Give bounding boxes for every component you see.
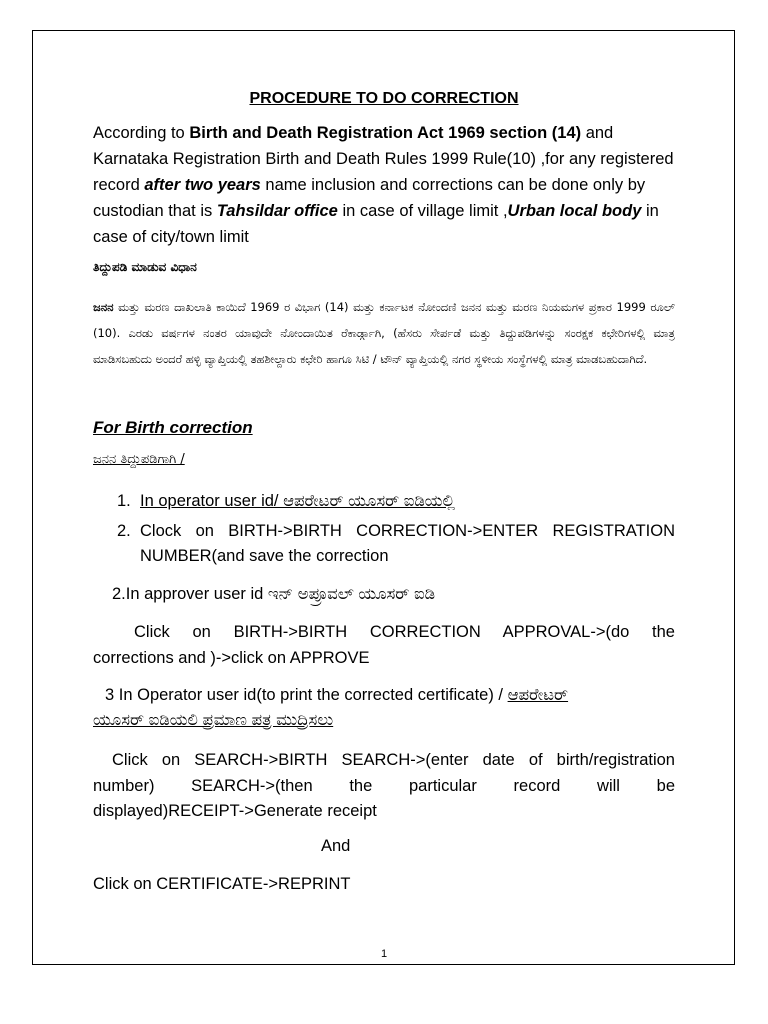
search-line-2: number) SEARCH->(then the particular record will be — [93, 777, 675, 795]
intro-paragraph — [93, 120, 675, 250]
intro-after-two-years: after two years — [144, 176, 261, 194]
page-number: 1 — [380, 948, 388, 960]
intro-text-2: and Karnataka Registration Birth and Death Rules 1999 Rule(10) ,for any registered record — [93, 124, 674, 194]
kannada-heading: ತಿದ್ದುಪಡಿ ಮಾಡುವ ವಿಧಾನ — [93, 260, 197, 274]
kannada-paragraph — [93, 294, 675, 372]
final-step-line: Click on CERTIFICATE->REPRINT — [93, 875, 351, 893]
approver-heading: 2.In approver user id ಇನ್ ಅಪ್ರೂವಲ್ ಯೂಸರ್ ಐಡಿ — [112, 585, 436, 603]
print-step-kannada-1: ಆಪರೇಟರ್ — [507, 686, 569, 704]
approver-line-1: Click on BIRTH->BIRTH CORRECTION APPROVAL->(do the — [134, 623, 675, 641]
print-step-line-1 — [105, 682, 568, 708]
document-title: PROCEDURE TO DO CORRECTION — [249, 90, 519, 107]
intro-text-5: in case of city/town limit — [93, 202, 659, 246]
step-2-number: 2. — [117, 522, 131, 540]
and-text: And — [321, 837, 351, 855]
intro-text-4: in case of village limit , — [337, 202, 508, 220]
intro-act-name: Birth and Death Registration Act 1969 section (14) — [189, 124, 582, 142]
print-step-text: 3 In Operator user id(to print the corrected certificate) / — [105, 686, 508, 704]
step-2-line-2: NUMBER(and save the correction — [140, 547, 389, 565]
section-heading-birth-correction: For Birth correction — [93, 418, 253, 437]
kannada-para-lead: ಜನನ — [93, 300, 114, 314]
step-1-text: In operator user id/ ಆಪರೇಟರ್ ಯೂಸರ್ ಐಡಿಯಲ್ಲಿ — [140, 492, 455, 510]
step-1-number: 1. — [117, 492, 131, 510]
intro-urban-local-body: Urban local body — [507, 202, 642, 220]
search-line-3: displayed)RECEIPT->Generate receipt — [93, 802, 377, 820]
search-line-1: Click on SEARCH->BIRTH SEARCH->(enter date of birth/registration — [112, 751, 675, 769]
intro-text-3: name inclusion and corrections can be done only by custodian that is — [93, 176, 646, 220]
intro-text-1: According to — [93, 124, 190, 142]
approver-line-2: corrections and )->click on APPROVE — [93, 649, 370, 667]
section-kannada-subheading: ಜನನ ತಿದ್ದುಪಡಿಗಾಗಿ / — [93, 452, 185, 467]
kannada-para-body: ಮತ್ತು ಮರಣ ದಾಖಲಾತಿ ಕಾಯಿದೆ 1969 ರ ವಿಭಾಗ (14) ಮತ್ತು ಕರ್ನಾಟಕ ನೋಂದಣಿ ಜನನ ಮತ್ತು ಮರಣ ನಿಯಮಗಳ ಪ್ರಕಾರ 1999 ರೂಲ್ (10). ಎರಡು ವರ್ಷಗಳ ನಂತರ ಯಾವುದೇ ನೋಂದಾಯಿತ ರೆಕಾರ್ಡ್ಗಾಗಿ, (ಹೆಸರು ಸೇರ್ಪಡೆ ಮತ್ತು ತಿದ್ದುಪಡಿಗಳನ್ನು ಸಂರಕ್ಷಕ ಕಛೇರಿಗಳಲ್ಲಿ ಮಾತ್ರ ಮಾಡಿಸಬಹುದು ಅಂದರೆ ಹಳ್ಳಿ ವ್ಯಾಪ್ತಿಯಲ್ಲಿ ತಹಶೀಲ್ದಾರು ಕಛೇರಿ ಹಾಗೂ ಸಿಟಿ / ಟೌನ್ ವ್ಯಾಪ್ತಿಯಲ್ಲಿ ನಗರ ಸ್ಥಳೀಯ ಸಂಸ್ಥೆಗಳಲ್ಲಿ ಮಾತ್ರ ಮಾಡಬಹುದಾಗಿದೆ. — [93, 300, 675, 366]
print-step-kannada-2: ಯೂಸರ್ ಐಡಿಯಲಿ ಪ್ರಮಾಣ ಪತ್ರ ಮುದ್ರಿಸಲು — [93, 711, 334, 729]
step-2-line-1: Clock on BIRTH->BIRTH CORRECTION->ENTER REGISTRATION — [140, 522, 675, 540]
intro-tahsildar-office: Tahsildar office — [216, 202, 338, 220]
